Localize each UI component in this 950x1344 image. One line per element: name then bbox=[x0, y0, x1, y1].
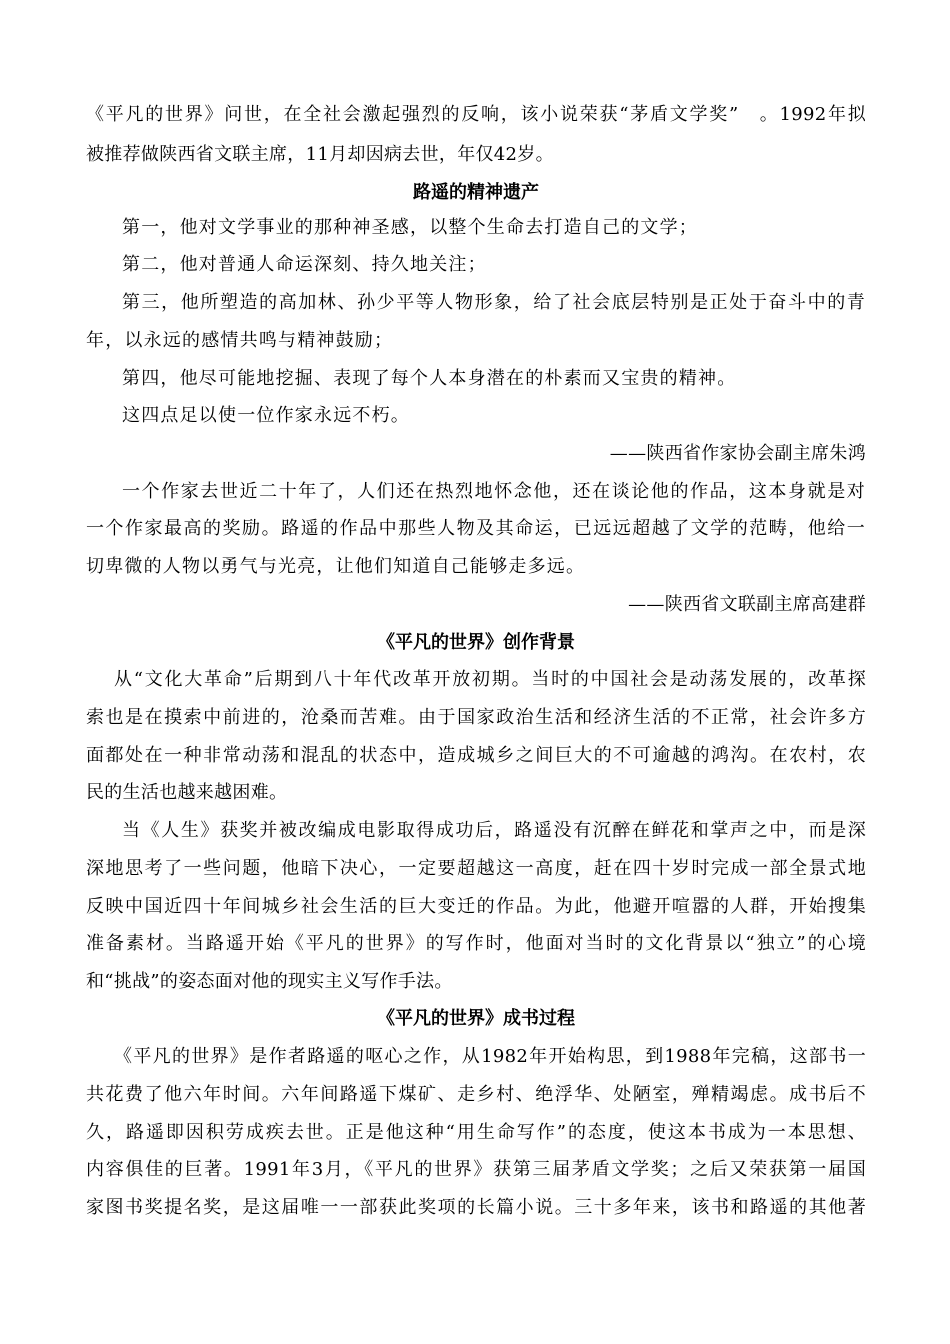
legacy-item-4: 第四，他尽可能地挖掘、表现了每个人本身潜在的朴素而又宝贵的精神。 bbox=[122, 368, 737, 389]
background-p1-line-4: 民的生活也越来越困难。 bbox=[86, 782, 288, 803]
quote2-attribution: ——陕西省文联副主席高建群 bbox=[628, 594, 866, 615]
background-p1-line-3: 面都处在一种非常动荡和混乱的状态中，造成城乡之间巨大的不可逾越的鸿沟。在农村，农 bbox=[86, 745, 866, 766]
legacy-conclusion: 这四点足以使一位作家永远不朽。 bbox=[122, 405, 410, 426]
quote2-line-1: 一个作家去世近二十年了，人们还在热烈地怀念他，还在谈论他的作品，这本身就是对 bbox=[122, 481, 866, 502]
process-line-4: 内容俱佳的巨著。1991年3月，《平凡的世界》获第三届茅盾文学奖；之后又荣获第一届国 bbox=[86, 1159, 866, 1180]
process-line-3: 久，路遥即因积劳成疾去世。正是他这种“用生命写作”的态度，使这本书成为一本思想、 bbox=[86, 1122, 866, 1143]
background-p2-line-3: 反映中国近四十年间城乡社会生活的巨大变迁的作品。为此，他避开喧嚣的人群，开始搜集 bbox=[86, 896, 866, 917]
process-line-2: 共花费了他六年时间。六年间路遥下煤矿、走乡村、绝浮华、处陋室，殚精竭虑。成书后不 bbox=[86, 1084, 866, 1105]
process-line-1: 《平凡的世界》是作者路遥的呕心之作，从1982年开始构思，到1988年完稿，这部书一 bbox=[114, 1046, 866, 1067]
background-p1-line-2: 索也是在摸索中前进的，沧桑而苦难。由于国家政治生活和经济生活的不正常，社会许多方 bbox=[86, 707, 866, 728]
background-p2-line-1: 当《人生》获奖并被改编成电影取得成功后，路遥没有沉醉在鲜花和掌声之中，而是深 bbox=[122, 820, 866, 841]
quote2-line-2: 一个作家最高的奖励。路遥的作品中那些人物及其命运，已远远超越了文学的范畴，他给一 bbox=[86, 518, 866, 539]
intro-line-2: 被推荐做陕西省文联主席，11月却因病去世，年仅42岁。 bbox=[86, 144, 554, 165]
process-line-5: 家图书奖提名奖，是这届唯一一部获此奖项的长篇小说。三十多年来，该书和路遥的其他著 bbox=[86, 1197, 866, 1218]
legacy-heading: 路遥的精神遗产 bbox=[413, 182, 539, 203]
process-heading: 《平凡的世界》成书过程 bbox=[377, 1008, 575, 1029]
intro-line-1: 《平凡的世界》问世，在全社会激起强烈的反响，该小说荣获“茅盾文学奖” 。1992年拟 bbox=[86, 104, 866, 125]
background-p1-line-1: 从“文化大革命”后期到八十年代改革开放初期。当时的中国社会是动荡发展的，改革探 bbox=[114, 669, 866, 690]
background-p2-line-5: 和“挑战”的姿态面对他的现实主义写作手法。 bbox=[86, 971, 453, 992]
legacy-item-3b: 年，以永远的感情共鸣与精神鼓励； bbox=[86, 330, 394, 351]
background-p2-line-2: 深地思考了一些问题，他暗下决心，一定要超越这一高度，赶在四十岁时完成一部全景式地 bbox=[86, 858, 866, 879]
legacy-item-2: 第二，他对普通人命运深刻、持久地关注； bbox=[122, 254, 487, 275]
background-heading: 《平凡的世界》创作背景 bbox=[377, 632, 575, 653]
legacy-item-3a: 第三，他所塑造的高加林、孙少平等人物形象，给了社会底层特别是正处于奋斗中的青 bbox=[122, 292, 866, 313]
legacy-attribution: ——陕西省作家协会副主席朱鸿 bbox=[609, 443, 866, 464]
quote2-line-3: 切卑微的人物以勇气与光亮，让他们知道自己能够走多远。 bbox=[86, 556, 586, 577]
background-p2-line-4: 准备素材。当路遥开始《平凡的世界》的写作时，他面对当时的文化背景以“独立”的心境 bbox=[86, 933, 866, 954]
legacy-item-1: 第一，他对文学事业的那种神圣感，以整个生命去打造自己的文学； bbox=[122, 217, 698, 238]
